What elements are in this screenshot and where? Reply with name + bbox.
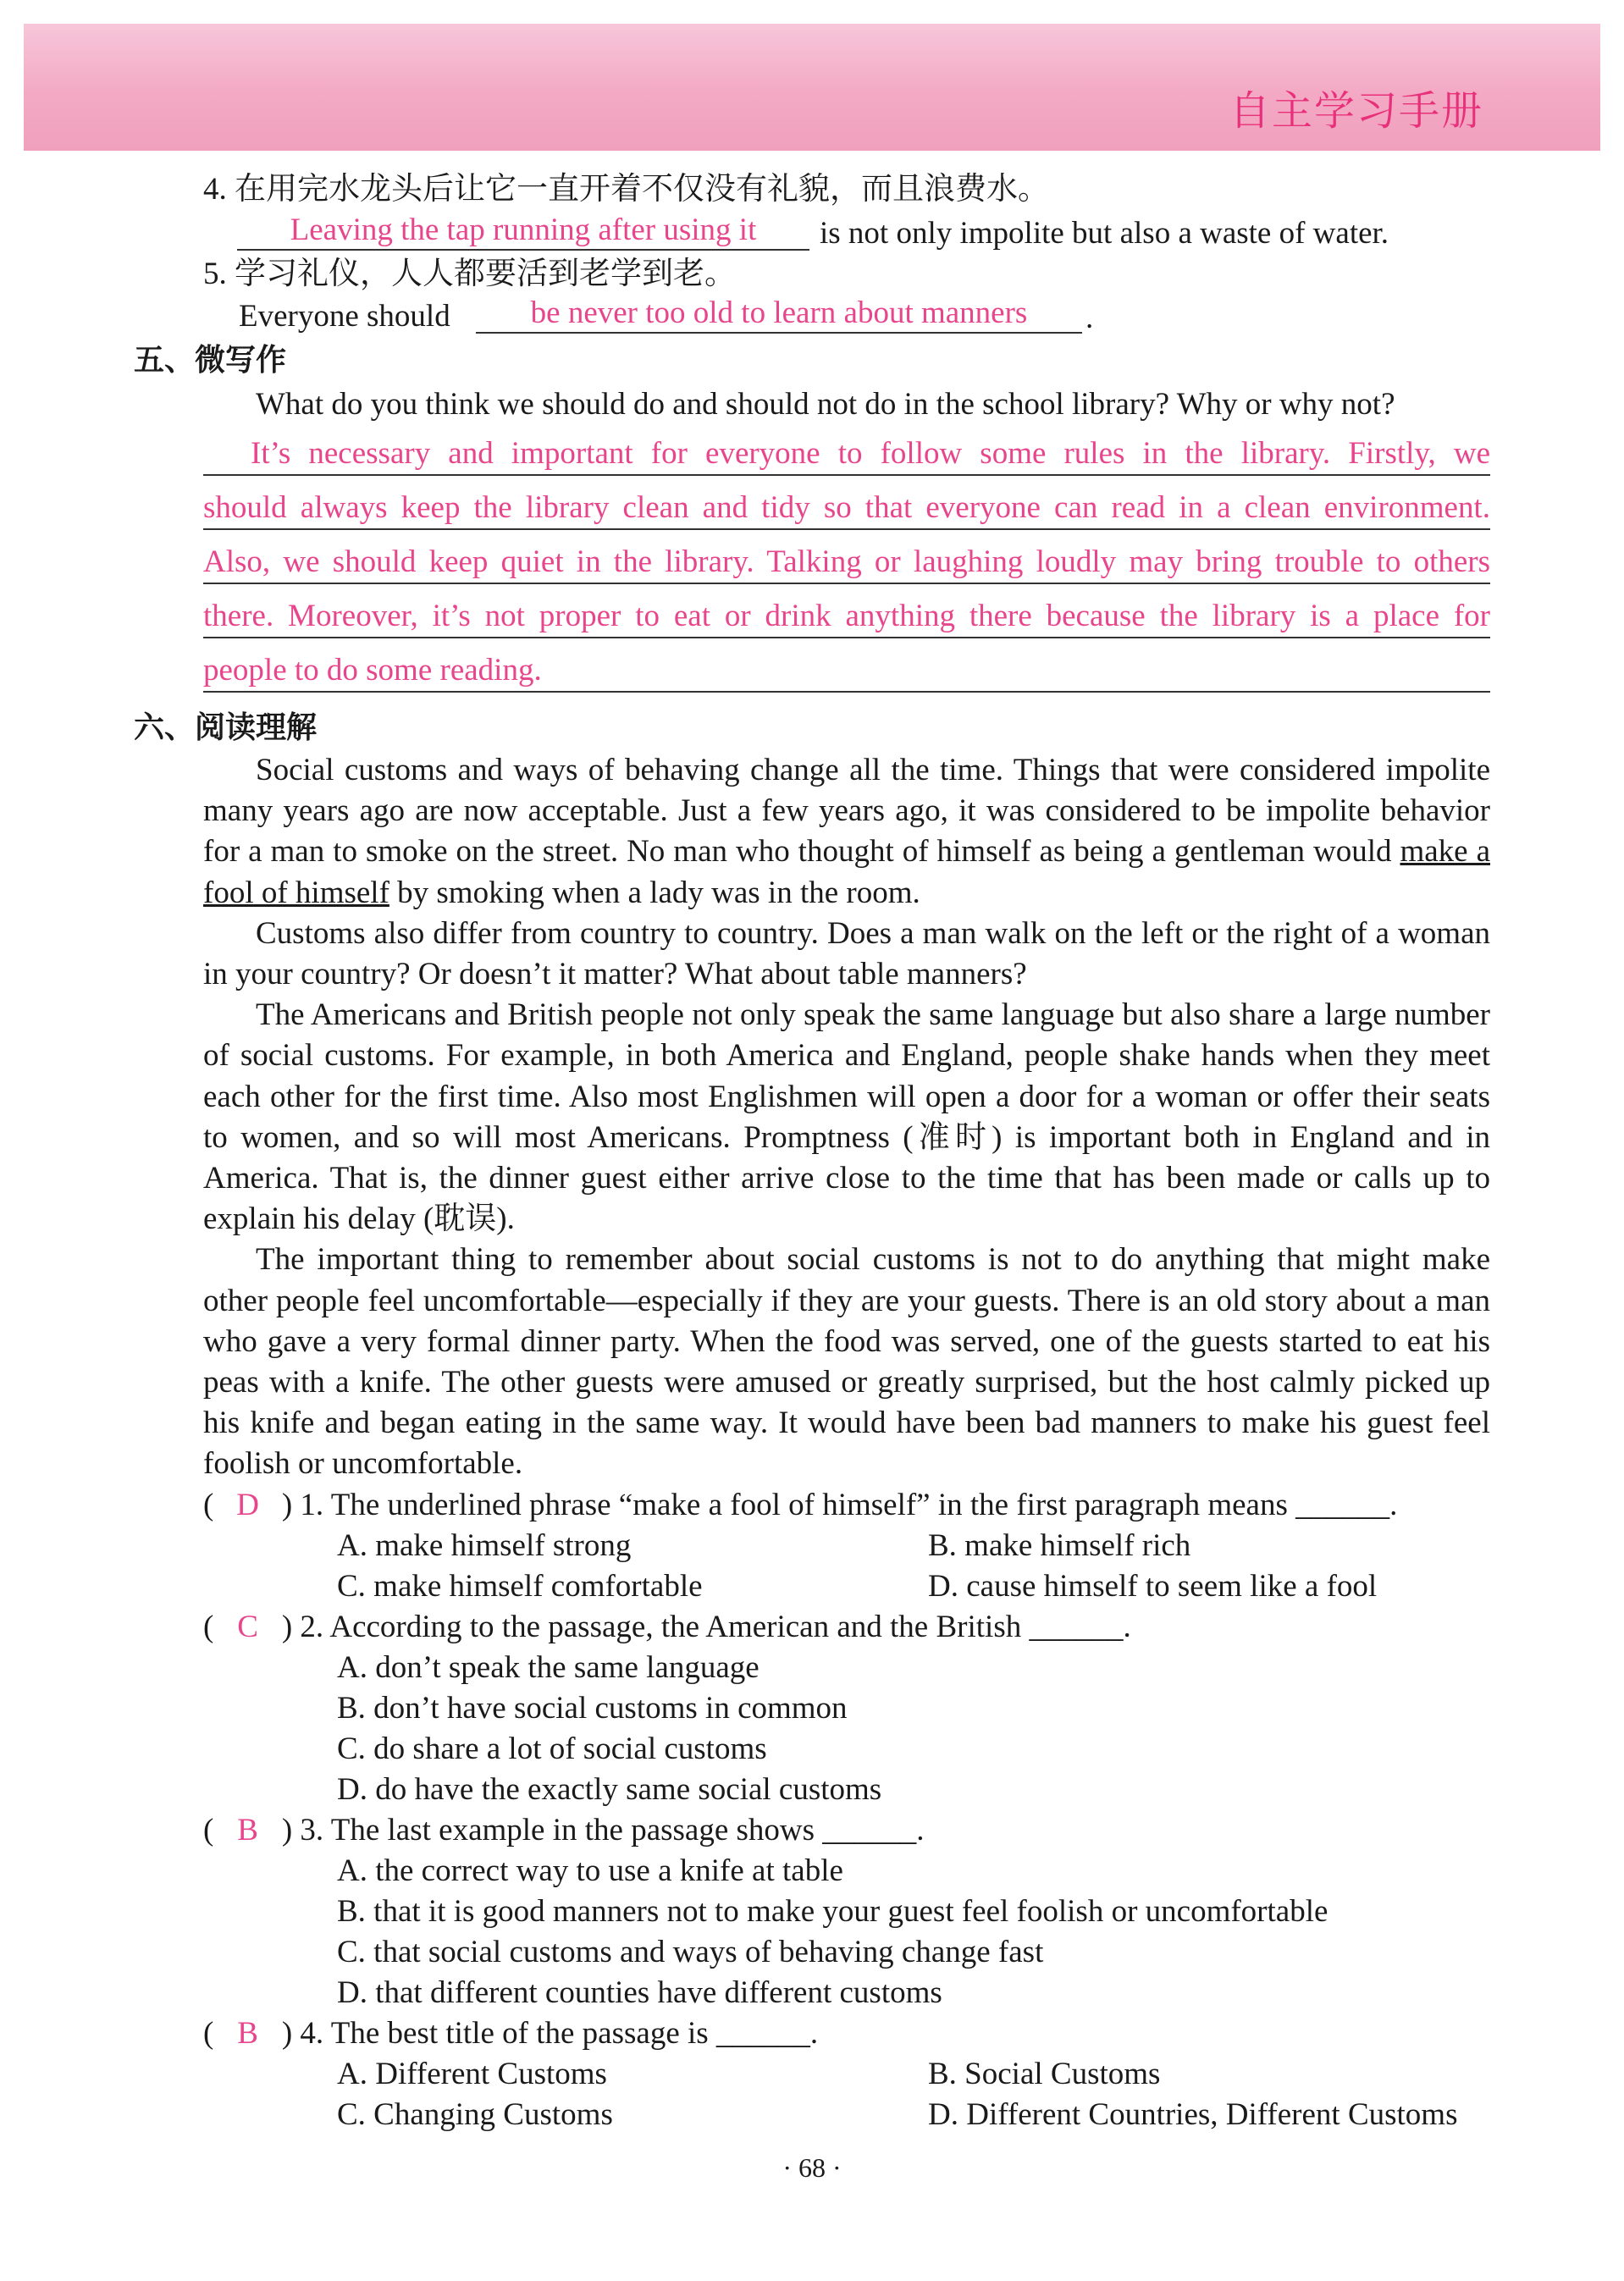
q4-answer-blank[interactable]: Leaving the tap running after using it	[237, 212, 809, 251]
question-4: ( B ) 4. The best title of the passage is ______.	[203, 2013, 818, 2054]
q3-option-c[interactable]: C. that social customs and ways of behaving change fast	[337, 1935, 1044, 1969]
q5-period: .	[1085, 301, 1094, 335]
q4-option-a[interactable]: A. Different Customs	[337, 2057, 607, 2091]
essay-line-4[interactable]: there. Moreover, it’s not proper to eat or drink anything there because the library is a place for	[203, 596, 1490, 638]
essay-line-2[interactable]: should always keep the library clean and tidy so that everyone can read in a clean environment.	[203, 488, 1490, 530]
question-1: ( D ) 1. The underlined phrase “make a fool of himself” in the first paragraph means ______.	[203, 1485, 1397, 1526]
answer-2[interactable]: C	[237, 1610, 258, 1644]
q3-option-b[interactable]: B. that it is good manners not to make your guest feel foolish or uncomfortable	[337, 1894, 1328, 1929]
q4-english-rest: is not only impolite but also a waste of water.	[820, 216, 1389, 251]
header-title: 自主学习手册	[1229, 87, 1483, 135]
passage-paragraph-4: The important thing to remember about social customs is not to do anything that might make other people feel uncomfortable—especially if they are your guests. There is an old story about a man who gave a very formal dinner party. When the food was served, one of the guests started to eat his peas with a knife. The other guests were amused or greatly surprised, but the host calmly picked up his knife and began eating in the same way. It would have been bad manners to make his guest feel foolish or uncomfortable.	[203, 1242, 1490, 1482]
reading-passage	[203, 750, 1490, 1485]
q5-prefix: Everyone should	[239, 299, 450, 334]
writing-prompt: What do you think we should do and should not do in the school library? Why or why not?	[256, 387, 1395, 422]
q4-option-b[interactable]: B. Social Customs	[928, 2057, 1161, 2091]
q2-option-c[interactable]: C. do share a lot of social customs	[337, 1731, 767, 1766]
passage-paragraph-3: The Americans and British people not only speak the same language but also share a large number of social customs. For example, in both America and England, people shake hands when they meet each other for the first time. Also most Englishmen will open a door for a woman or offer their seats to women, and so will most Americans. Promptness (准时) is important both in England and in America. That is, the dinner guest either arrive close to the time that has been made or calls up to explain his delay (耽误).	[203, 997, 1490, 1237]
essay-line-1[interactable]: It’s necessary and important for everyone to follow some rules in the library. Firstly, we	[203, 434, 1490, 476]
q3-option-d[interactable]: D. that different counties have different customs	[337, 1975, 942, 2010]
question-2: ( C ) 2. According to the passage, the American and the British ______.	[203, 1607, 1131, 1648]
q2-option-b[interactable]: B. don’t have social customs in common	[337, 1691, 848, 1726]
underlined-phrase: make a fool of himself	[203, 834, 1490, 910]
answer-4[interactable]: B	[237, 2016, 258, 2051]
reading-heading: 六、阅读理解	[134, 710, 318, 745]
answer-1[interactable]: D	[236, 1488, 259, 1522]
essay-line-5[interactable]: people to do some reading.	[203, 650, 1490, 693]
q5-chinese: 5. 学习礼仪，人人都要活到老学到老。	[203, 257, 736, 291]
q3-option-a[interactable]: A. the correct way to use a knife at table	[337, 1853, 843, 1888]
answer-3[interactable]: B	[237, 1813, 258, 1847]
q4-option-d[interactable]: D. Different Countries, Different Customs	[928, 2097, 1458, 2132]
q4-chinese: 4. 在用完水龙头后让它一直开着不仅没有礼貌，而且浪费水。	[203, 172, 1049, 207]
page-number: · 68 ·	[782, 2152, 842, 2183]
passage-paragraph-2: Customs also differ from country to country. Does a man walk on the left or the right of a woman in your country? Or doesn’t it matter? What about table manners?	[203, 915, 1490, 992]
q1-option-b[interactable]: B. make himself rich	[928, 1528, 1191, 1563]
q2-option-a[interactable]: A. don’t speak the same language	[337, 1650, 760, 1685]
question-3: ( B ) 3. The last example in the passage shows ______.	[203, 1810, 925, 1851]
writing-heading: 五、微写作	[134, 343, 287, 378]
q4-option-c[interactable]: C. Changing Customs	[337, 2097, 613, 2132]
q1-option-a[interactable]: A. make himself strong	[337, 1528, 632, 1563]
essay-line-3[interactable]: Also, we should keep quiet in the library. Talking or laughing loudly may bring trouble to others	[203, 542, 1490, 584]
page-header-banner	[24, 24, 1600, 151]
q5-answer-blank[interactable]: be never too old to learn about manners	[476, 295, 1082, 334]
passage-paragraph-1: Social customs and ways of behaving change all the time. Things that were considered impolite many years ago are now acceptable. Just a few years ago, it was considered to be impolite behavior for a man to smoke on the street. No man who thought of himself as being a gentleman would make a fool of himself by smoking when a lady was in the room.	[203, 753, 1490, 910]
q2-option-d[interactable]: D. do have the exactly same social customs	[337, 1772, 882, 1807]
q1-option-c[interactable]: C. make himself comfortable	[337, 1569, 703, 1604]
q1-option-d[interactable]: D. cause himself to seem like a fool	[928, 1569, 1378, 1604]
